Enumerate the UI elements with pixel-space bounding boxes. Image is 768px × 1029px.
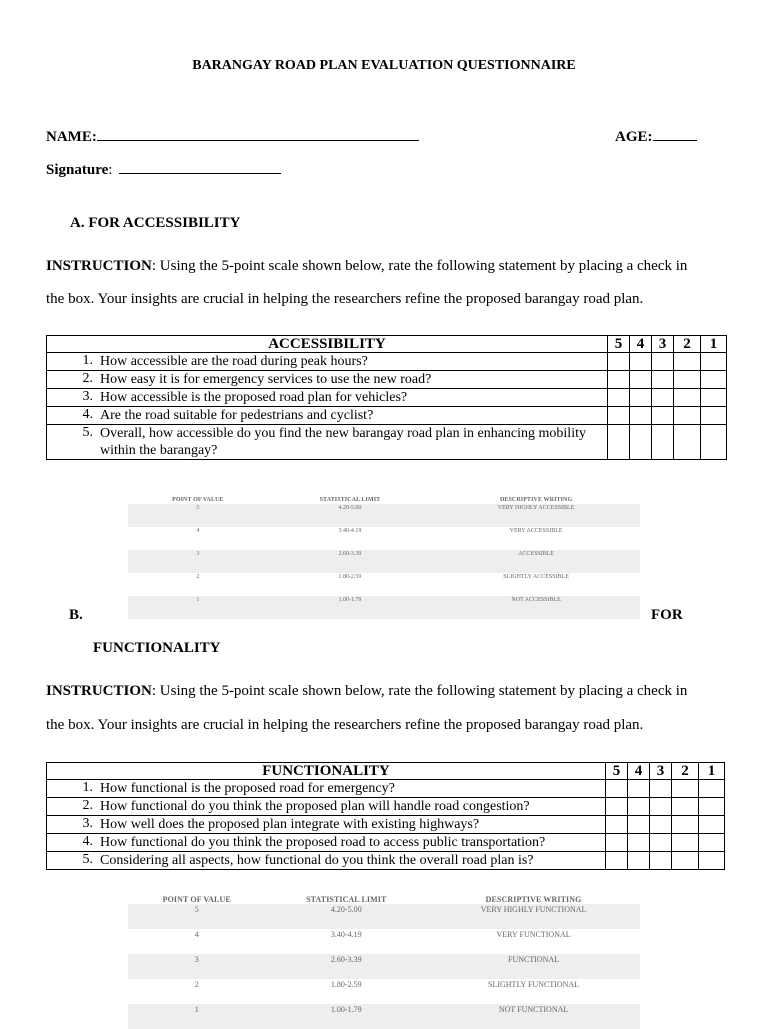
rating-checkbox-2[interactable] (672, 816, 699, 834)
rating-checkbox-2[interactable] (672, 798, 699, 816)
legend-point: 5 (128, 504, 268, 527)
table-row (47, 407, 727, 425)
scale-header-4: 4 (630, 336, 652, 353)
rating-checkbox-5[interactable] (608, 353, 630, 371)
rating-checkbox-1[interactable] (699, 816, 725, 834)
instruction-label: INSTRUCTION (46, 258, 152, 274)
question-text: How easy it is for emergency services to use the new road? (100, 372, 432, 387)
legend-point: 5 (128, 904, 265, 929)
age-label: AGE: (615, 129, 653, 145)
section-a-instruction-line2: the box. Your insights are crucial in helping the researchers refine the proposed barangay road plan. (46, 291, 644, 307)
legend-description: NOT FUNCTIONAL (427, 1004, 640, 1029)
section-b-heading-word: FUNCTIONALITY (93, 640, 221, 656)
accessibility-table (46, 335, 727, 460)
rating-checkbox-3[interactable] (650, 798, 672, 816)
rating-checkbox-4[interactable] (628, 816, 650, 834)
functionality-table (46, 762, 725, 870)
question-cell (47, 834, 606, 852)
question-number: 1. (82, 780, 93, 795)
table-header-row (47, 336, 727, 353)
question-cell (47, 389, 608, 407)
table-row (47, 371, 727, 389)
legend-description: SLIGHTLY FUNCTIONAL (488, 980, 580, 989)
rating-checkbox-1[interactable] (701, 425, 727, 460)
rating-checkbox-3[interactable] (652, 407, 674, 425)
section-a-instruction-line1 (46, 258, 687, 275)
rating-checkbox-4[interactable] (630, 389, 652, 407)
table-row (47, 780, 725, 798)
rating-checkbox-5[interactable] (608, 371, 630, 389)
section-b-heading-letter: B. (69, 607, 83, 623)
rating-checkbox-2[interactable] (674, 371, 701, 389)
question-number: 2. (82, 371, 93, 386)
legend-row (128, 929, 640, 954)
rating-checkbox-1[interactable] (701, 389, 727, 407)
rating-checkbox-3[interactable] (652, 353, 674, 371)
section-a-heading: A. FOR ACCESSIBILITY (70, 215, 241, 231)
legend-header: STATISTICAL LIMIT (306, 894, 387, 904)
legend-row (128, 1004, 640, 1029)
question-number: 4. (82, 834, 93, 849)
legend-description: VERY FUNCTIONAL (496, 930, 571, 939)
legend-row (128, 527, 640, 550)
legend-point: 3 (128, 550, 268, 573)
question-text: How well does the proposed plan integrate with existing highways? (100, 817, 480, 832)
legend-row (128, 596, 640, 619)
rating-checkbox-3[interactable] (650, 852, 672, 870)
legend-limit: 3.40-4.19 (330, 930, 362, 939)
rating-checkbox-3[interactable] (650, 834, 672, 852)
table-row (47, 834, 725, 852)
legend-description: VERY HIGHLY FUNCTIONAL (427, 904, 640, 929)
scale-header-3: 3 (652, 336, 674, 353)
rating-checkbox-1[interactable] (701, 407, 727, 425)
rating-checkbox-2[interactable] (674, 425, 701, 460)
legend-limit: 2.60-3.39 (268, 550, 432, 573)
question-number: 2. (82, 798, 93, 813)
signature-colon: : (108, 162, 113, 178)
legend-row (128, 979, 640, 1004)
question-number: 4. (82, 407, 93, 422)
rating-checkbox-2[interactable] (674, 353, 701, 371)
question-cell (47, 852, 606, 870)
section-b-instruction-line1 (46, 683, 687, 700)
rating-checkbox-3[interactable] (652, 425, 674, 460)
legend-point: 4 (196, 528, 200, 534)
name-field[interactable] (97, 126, 419, 141)
table-header-title: FUNCTIONALITY (47, 763, 606, 780)
question-number: 3. (82, 816, 93, 831)
rating-checkbox-5[interactable] (608, 389, 630, 407)
legend-header: STATISTICAL LIMIT (319, 497, 381, 503)
rating-checkbox-4[interactable] (628, 798, 650, 816)
rating-checkbox-5[interactable] (606, 798, 628, 816)
legend-row (128, 504, 640, 527)
legend-header: POINT OF VALUE (162, 894, 231, 904)
signature-field[interactable] (119, 159, 281, 174)
legend-point: 3 (128, 954, 265, 979)
legend-limit: 1.80-2.59 (330, 980, 362, 989)
question-text: How functional do you think the proposed plan will handle road congestion? (100, 799, 530, 814)
legend-limit: 1.00-1.79 (268, 596, 432, 619)
question-cell (47, 816, 606, 834)
legend-row (128, 550, 640, 573)
question-cell (47, 353, 608, 371)
rating-checkbox-2[interactable] (672, 834, 699, 852)
scale-header-4: 4 (628, 763, 650, 780)
legend-header-row (128, 496, 640, 504)
question-text: Are the road suitable for pedestrians and cyclist? (100, 408, 374, 423)
question-text: How functional is the proposed road for emergency? (100, 781, 395, 796)
legend-point: 1 (128, 596, 268, 619)
rating-checkbox-5[interactable] (606, 852, 628, 870)
table-header-row (47, 763, 725, 780)
question-text: How functional do you think the proposed road to access public transportation? (100, 835, 546, 850)
legend-description: VERY ACCESSIBLE (509, 528, 563, 534)
signature-label: Signature (46, 162, 109, 178)
functionality-legend-table (128, 894, 640, 1029)
legend-limit: 2.60-3.39 (265, 954, 427, 979)
table-header-title: ACCESSIBILITY (47, 336, 608, 353)
rating-checkbox-3[interactable] (652, 389, 674, 407)
legend-header-row (128, 894, 640, 904)
rating-checkbox-4[interactable] (630, 353, 652, 371)
legend-description: NOT ACCESSIBLE (432, 596, 640, 619)
question-cell (47, 780, 606, 798)
question-cell (47, 798, 606, 816)
rating-checkbox-1[interactable] (699, 852, 725, 870)
legend-limit: 4.20-5.00 (268, 504, 432, 527)
rating-checkbox-1[interactable] (699, 834, 725, 852)
legend-description: VERY HIGHLY ACCESSIBLE (432, 504, 640, 527)
legend-header: DESCRIPTIVE WRITING (485, 894, 582, 904)
rating-checkbox-3[interactable] (650, 816, 672, 834)
instruction-label: INSTRUCTION (46, 683, 152, 699)
scale-header-5: 5 (606, 763, 628, 780)
question-text: Considering all aspects, how functional do you think the overall road plan is? (100, 853, 534, 868)
rating-checkbox-4[interactable] (628, 834, 650, 852)
rating-checkbox-5[interactable] (608, 425, 630, 460)
question-text: Overall, how accessible do you find the new barangay road plan in enhancing mobility within the barangay? (100, 426, 586, 458)
legend-limit: 1.00-1.79 (265, 1004, 427, 1029)
rating-checkbox-1[interactable] (699, 798, 725, 816)
scale-header-2: 2 (672, 763, 699, 780)
legend-header: DESCRIPTIVE WRITING (499, 497, 573, 503)
legend-point: 1 (128, 1004, 265, 1029)
legend-row (128, 954, 640, 979)
name-field-row (46, 126, 419, 146)
scale-header-1: 1 (701, 336, 727, 353)
rating-checkbox-3[interactable] (652, 371, 674, 389)
instruction-text: : Using the 5-point scale shown below, rate the following statement by placing a check in (151, 258, 688, 274)
legend-description: SLIGHTLY ACCESSIBLE (503, 574, 569, 580)
legend-description: ACCESSIBLE (432, 550, 640, 573)
rating-checkbox-1[interactable] (701, 353, 727, 371)
rating-checkbox-4[interactable] (628, 852, 650, 870)
section-b-instruction-line2: the box. Your insights are crucial in helping the researchers refine the proposed barangay road plan. (46, 717, 644, 733)
instruction-text: : Using the 5-point scale shown below, rate the following statement by placing a check in (151, 683, 688, 699)
legend-limit: 4.20-5.00 (265, 904, 427, 929)
rating-checkbox-5[interactable] (606, 816, 628, 834)
rating-checkbox-4[interactable] (628, 780, 650, 798)
question-cell (47, 371, 608, 389)
rating-checkbox-1[interactable] (701, 371, 727, 389)
table-row (47, 852, 725, 870)
question-number: 3. (82, 389, 93, 404)
legend-row (128, 573, 640, 596)
age-field-row (615, 126, 697, 146)
legend-point: 2 (196, 574, 200, 580)
accessibility-legend-table (128, 496, 640, 619)
scale-header-5: 5 (608, 336, 630, 353)
question-number: 1. (82, 353, 93, 368)
scale-header-3: 3 (650, 763, 672, 780)
legend-limit: 3.40-4.19 (338, 528, 362, 534)
table-row (47, 816, 725, 834)
rating-checkbox-5[interactable] (606, 780, 628, 798)
page-title: BARANGAY ROAD PLAN EVALUATION QUESTIONNAIRE (192, 58, 576, 73)
rating-checkbox-4[interactable] (630, 407, 652, 425)
scale-header-2: 2 (674, 336, 701, 353)
rating-checkbox-5[interactable] (608, 407, 630, 425)
question-cell (47, 425, 608, 460)
legend-limit: 1.80-2.59 (338, 574, 362, 580)
question-text: How accessible are the road during peak hours? (100, 354, 368, 369)
table-row (47, 798, 725, 816)
rating-checkbox-2[interactable] (672, 852, 699, 870)
legend-point: 4 (194, 930, 199, 939)
rating-checkbox-2[interactable] (672, 780, 699, 798)
legend-row (128, 904, 640, 929)
rating-checkbox-4[interactable] (630, 425, 652, 460)
scale-header-1: 1 (699, 763, 725, 780)
question-cell (47, 407, 608, 425)
rating-checkbox-4[interactable] (630, 371, 652, 389)
rating-checkbox-1[interactable] (699, 780, 725, 798)
question-number: 5. (82, 425, 93, 440)
question-number: 5. (82, 852, 93, 867)
legend-description: FUNCTIONAL (427, 954, 640, 979)
rating-checkbox-5[interactable] (606, 834, 628, 852)
legend-header: POINT OF VALUE (172, 497, 224, 503)
table-row (47, 389, 727, 407)
table-row (47, 353, 727, 371)
signature-field-row (46, 159, 281, 179)
legend-point: 2 (194, 980, 199, 989)
rating-checkbox-2[interactable] (674, 407, 701, 425)
table-row (47, 425, 727, 460)
section-b-heading-for: FOR (651, 607, 683, 623)
question-text: How accessible is the proposed road plan for vehicles? (100, 390, 408, 405)
rating-checkbox-3[interactable] (650, 780, 672, 798)
rating-checkbox-2[interactable] (674, 389, 701, 407)
name-label: NAME: (46, 129, 97, 145)
age-field[interactable] (653, 126, 697, 141)
